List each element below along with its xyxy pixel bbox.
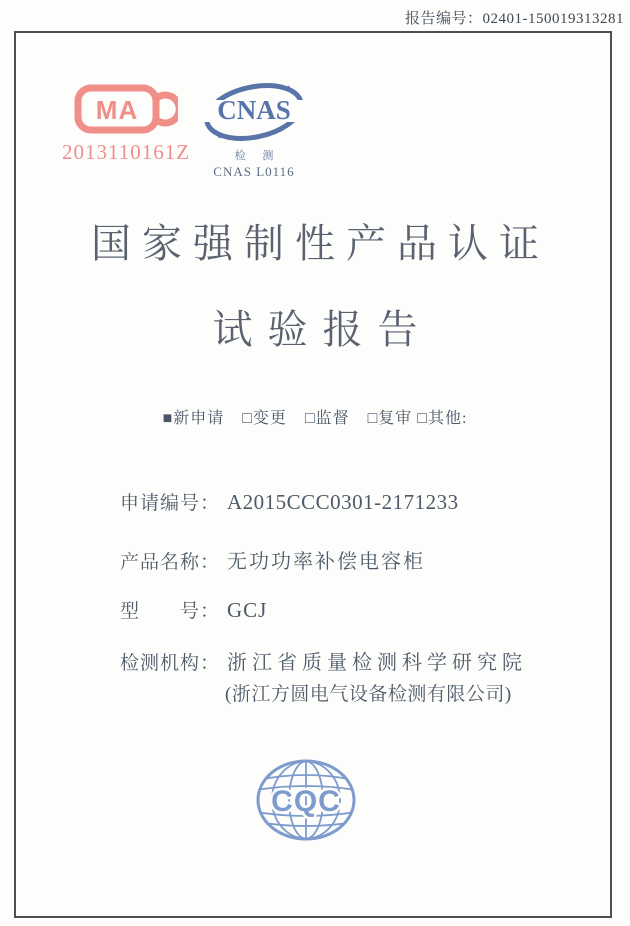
cma-cert-number: 2013110161Z [61,140,191,164]
model-row [120,596,267,623]
model-value: GCJ [227,598,268,622]
product-name-label: 产品名称： [120,552,221,573]
cqc-mark [253,758,359,842]
cnas-mark [193,80,315,180]
apply-type-change: □变更 [242,410,287,427]
test-lab-row [120,646,527,675]
product-name-row [120,545,425,574]
apply-type-new: ■新申请 [162,410,225,427]
application-number-row [120,488,459,515]
cma-mark [60,80,192,165]
report-title-line2: 试验报告 [212,307,433,352]
test-lab-subname-value: (浙江方圆电气设备检测有限公司) [225,684,512,705]
cnas-letters: CNAS [217,95,291,125]
report-number [405,7,624,28]
cnas-caption-cn: 检 测 [234,150,281,162]
product-name-value: 无功功率补偿电容柜 [227,551,425,573]
cnas-logo-icon [202,80,306,146]
report-title-line1: 国家强制性产品认证 [91,221,550,266]
cqc-logo-icon [254,758,358,842]
application-number-label: 申请编号： [120,493,221,514]
report-number-label: 报告编号： [404,11,483,27]
apply-type-other: □其他: [417,410,468,427]
application-type-row [0,405,630,428]
application-number-value: A2015CCC0301-2171233 [227,490,459,514]
apply-type-review: □复审 [367,410,413,427]
test-lab-subname-row [225,679,512,706]
cma-letters: MA [95,95,139,125]
apply-type-supervise: □监督 [304,410,350,427]
cnas-caption-code: CNAS L0116 [213,164,295,179]
cqc-letters: CQC [271,785,341,818]
test-lab-label: 检测机构： [120,653,221,674]
test-lab-value: 浙江省质量检测科学研究院 [227,652,527,674]
model-label: 型 号： [120,601,221,622]
report-number-value: 02401-150019313281 [482,11,624,27]
cma-logo-icon [74,80,178,138]
